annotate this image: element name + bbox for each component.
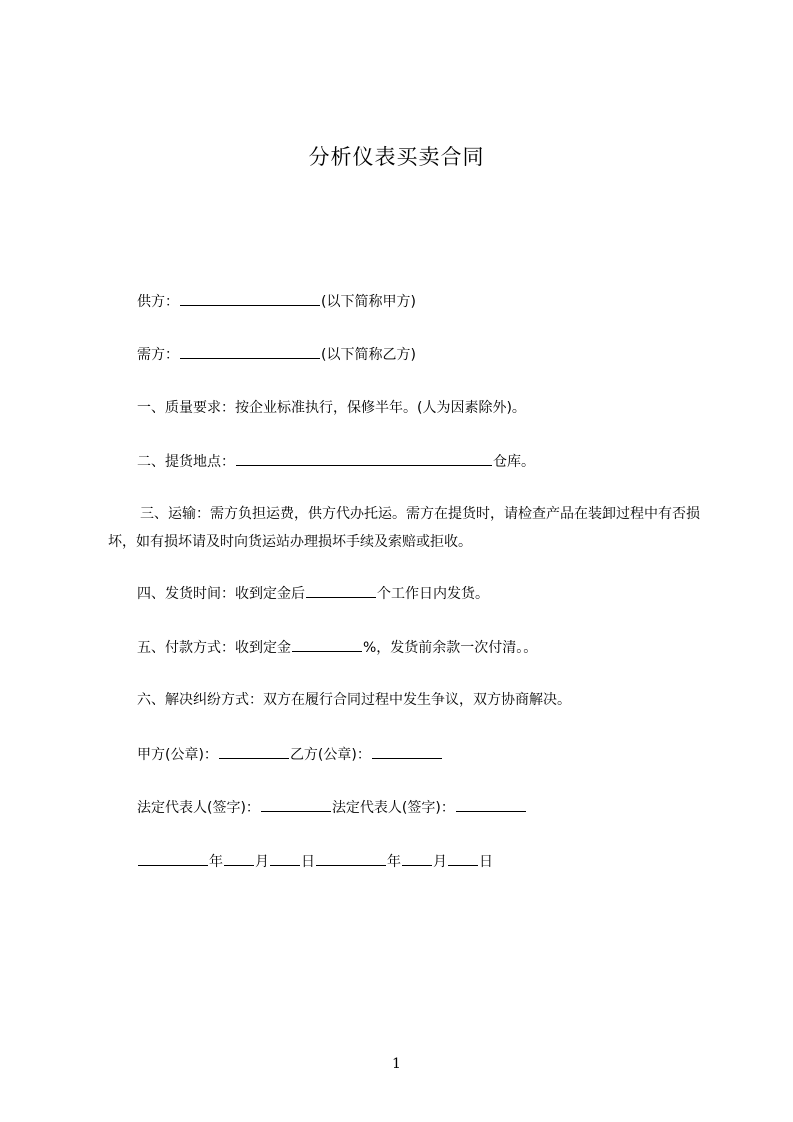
pickup-suffix: 仓库。 <box>493 454 535 470</box>
date-b-year-label: 年 <box>387 854 401 870</box>
pickup-label: 二、提货地点： <box>137 454 235 470</box>
date-b-day-blank[interactable] <box>448 852 478 866</box>
date-a-year-label: 年 <box>209 854 223 870</box>
clause-payment <box>137 638 537 657</box>
clause-transport: 三、运输：需方负担运费，供方代办托运。需方在提货时，请检查产品在装卸过程中有否损坏，如有损坏请及时向货运站办理损坏手续及索赔或拒收。 <box>108 506 700 550</box>
date-a-month-blank[interactable] <box>224 852 254 866</box>
rep-a-label: 法定代表人(签字)： <box>137 800 260 816</box>
rep-a-blank[interactable] <box>261 798 331 812</box>
payment-suffix: %，发货前余款一次付清。。 <box>363 640 538 656</box>
supplier-line <box>137 292 416 311</box>
date-b-month-label: 月 <box>433 854 447 870</box>
date-a-month-label: 月 <box>255 854 269 870</box>
delivery-days-blank[interactable] <box>306 584 376 598</box>
supplier-suffix: (以下简称甲方) <box>321 294 416 310</box>
clause-dispute: 六、解决纠纷方式：双方在履行合同过程中发生争议，双方协商解决。 <box>137 692 571 708</box>
date-a-day-blank[interactable] <box>270 852 300 866</box>
pickup-blank[interactable] <box>236 452 492 466</box>
deposit-percent-blank[interactable] <box>292 638 362 652</box>
buyer-suffix: (以下简称乙方) <box>321 347 416 363</box>
delivery-suffix: 个工作日内发货。 <box>377 586 489 602</box>
clause-delivery <box>137 584 489 603</box>
date-a-year-blank[interactable] <box>138 852 208 866</box>
buyer-label: 需方： <box>137 347 179 363</box>
party-a-seal-label: 甲方(公章)： <box>137 747 218 763</box>
buyer-line <box>137 345 416 364</box>
page-number: 1 <box>392 1056 401 1072</box>
date-b-month-blank[interactable] <box>402 852 432 866</box>
clause-quality: 一、质量要求：按企业标准执行，保修半年。(人为因素除外)。 <box>137 400 526 416</box>
seal-line <box>137 745 443 764</box>
date-line <box>137 852 493 871</box>
supplier-label: 供方： <box>137 294 179 310</box>
party-a-seal-blank[interactable] <box>219 745 289 759</box>
rep-b-blank[interactable] <box>456 798 526 812</box>
party-b-seal-blank[interactable] <box>372 745 442 759</box>
representative-line <box>137 798 527 817</box>
page-title: 分析仪表买卖合同 <box>308 145 485 169</box>
supplier-blank[interactable] <box>180 292 320 306</box>
date-b-year-blank[interactable] <box>316 852 386 866</box>
payment-label: 五、付款方式：收到定金 <box>137 640 291 656</box>
party-b-seal-label: 乙方(公章)： <box>289 747 371 763</box>
date-a-day-label: 日 <box>301 854 315 870</box>
date-b-day-label: 日 <box>479 854 493 870</box>
delivery-label: 四、发货时间：收到定金后 <box>137 586 305 602</box>
rep-b-label: 法定代表人(签字)： <box>331 800 455 816</box>
buyer-blank[interactable] <box>180 345 320 359</box>
clause-pickup <box>137 452 535 471</box>
